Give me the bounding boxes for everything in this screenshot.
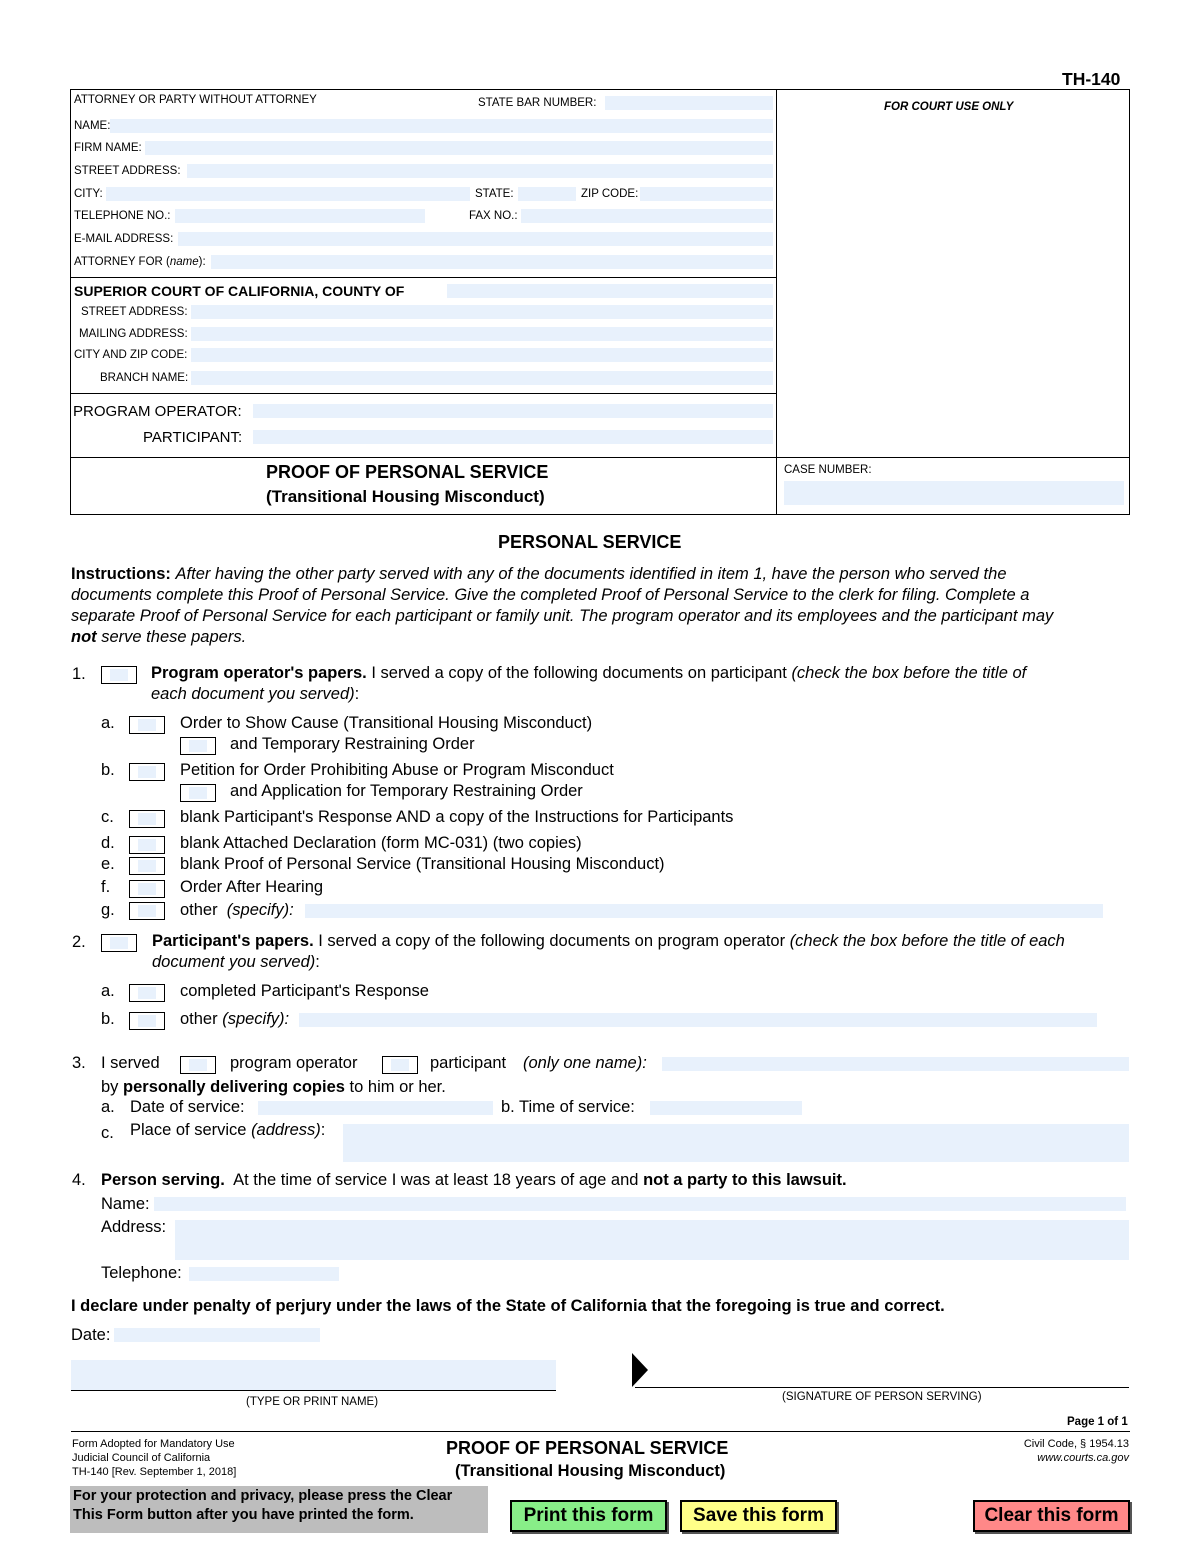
court-title: SUPERIOR COURT OF CALIFORNIA, COUNTY OF <box>74 283 405 299</box>
footer-title: PROOF OF PERSONAL SERVICE <box>446 1438 729 1458</box>
item1c-text: blank Participant's Response AND a copy of the Instructions for Participants <box>180 808 734 826</box>
item3-only-one: (only one name): <box>523 1054 647 1072</box>
program-operator-checkbox[interactable] <box>180 1056 216 1074</box>
server-telephone-field[interactable] <box>189 1267 339 1281</box>
item1d-text: blank Attached Declaration (form MC-031) (two copies) <box>180 834 582 852</box>
telephone-label: TELEPHONE NO.: <box>74 210 171 222</box>
participant-field[interactable] <box>253 430 773 444</box>
item2b-letter: b. <box>101 1010 115 1028</box>
item1d-letter: d. <box>101 834 115 852</box>
telephone-field[interactable] <box>175 209 425 223</box>
attorney-for-label: ATTORNEY FOR (name): <box>74 256 206 268</box>
server-address-field[interactable] <box>175 1220 1129 1260</box>
footer-subtitle: (Transitional Housing Misconduct) <box>455 1462 726 1480</box>
form-title: PROOF OF PERSONAL SERVICE <box>266 462 549 482</box>
item2b-text: other (specify): <box>180 1010 290 1028</box>
item1f-letter: f. <box>101 878 111 896</box>
instructions-line2: documents complete this Proof of Personal Service. Give the completed Proof of Personal Service to the clerk for filing. Complete a <box>71 586 1030 604</box>
street-address-field[interactable] <box>187 164 773 178</box>
state-bar-label: STATE BAR NUMBER: <box>478 97 597 109</box>
page-number: Page 1 of 1 <box>1067 1416 1128 1428</box>
item4-number: 4. <box>72 1171 86 1189</box>
item2-checkbox[interactable] <box>101 934 137 952</box>
court-mailing-field[interactable] <box>191 327 773 341</box>
program-operator-label: PROGRAM OPERATOR: <box>73 403 242 420</box>
attorney-for-field[interactable] <box>211 255 773 269</box>
section-title: PERSONAL SERVICE <box>498 532 682 552</box>
item1c-checkbox[interactable] <box>129 810 165 828</box>
item3a-letter: a. <box>101 1098 115 1116</box>
court-mailing-label: MAILING ADDRESS: <box>79 328 188 340</box>
city-label: CITY: <box>74 188 103 200</box>
item1b-sub-text: and Application for Temporary Restraining Order <box>230 782 583 800</box>
court-branch-label: BRANCH NAME: <box>100 372 189 384</box>
item1a-text: Order to Show Cause (Transitional Housing Misconduct) <box>180 714 593 732</box>
privacy-note <box>70 1486 488 1533</box>
footer-adopted-2: Judicial Council of California <box>72 1452 211 1464</box>
server-telephone-label: Telephone: <box>101 1264 182 1282</box>
item3-by-line: by personally delivering copies to him or her. <box>101 1078 446 1096</box>
privacy-note-line1: For your protection and privacy, please press the Clear <box>73 1488 453 1504</box>
privacy-note-line2: This Form button after you have printed the form. <box>73 1507 414 1523</box>
city-field[interactable] <box>106 187 470 201</box>
item1e-checkbox[interactable] <box>129 857 165 875</box>
server-name-label: Name: <box>101 1195 150 1213</box>
time-of-service-field[interactable] <box>650 1101 802 1115</box>
fax-label: FAX NO.: <box>469 210 518 222</box>
item3c-letter: c. <box>101 1124 114 1142</box>
state-bar-field[interactable] <box>605 96 773 110</box>
attorney-label: ATTORNEY OR PARTY WITHOUT ATTORNEY <box>74 94 317 106</box>
item1g-checkbox[interactable] <box>129 902 165 920</box>
item3-program-operator: program operator <box>230 1054 358 1072</box>
item3-i-served: I served <box>101 1054 160 1072</box>
item2b-checkbox[interactable] <box>129 1012 165 1030</box>
item1-heading: Program operator's papers. I served a copy of the following documents on participant (check the box before the title of <box>151 664 1027 682</box>
item1b-text: Petition for Order Prohibiting Abuse or Program Misconduct <box>180 761 614 779</box>
item1g-text: other (specify): <box>180 901 294 919</box>
email-field[interactable] <box>178 232 773 246</box>
item1g-letter: g. <box>101 901 115 919</box>
court-street-field[interactable] <box>191 305 773 319</box>
footer-adopted-1: Form Adopted for Mandatory Use <box>72 1438 235 1450</box>
declaration-date-label: Date: <box>71 1326 111 1344</box>
firm-name-field[interactable] <box>145 141 773 155</box>
item2-heading: Participant's papers. I served a copy of the following documents on program operator (check the box before the title of each <box>152 932 1065 950</box>
save-form-button[interactable]: Save this form <box>680 1500 837 1532</box>
place-of-service-label: Place of service (address): <box>130 1121 326 1139</box>
date-of-service-label: Date of service: <box>130 1098 245 1116</box>
item1f-text: Order After Hearing <box>180 878 324 896</box>
clear-form-button[interactable]: Clear this form <box>973 1500 1130 1532</box>
state-label: STATE: <box>475 188 514 200</box>
court-use-label: FOR COURT USE ONLY <box>884 101 1014 113</box>
item1a-sub-text: and Temporary Restraining Order <box>230 735 475 753</box>
item2-number: 2. <box>72 933 86 951</box>
signature-arrow-icon <box>632 1353 648 1387</box>
item1-checkbox[interactable] <box>101 666 137 684</box>
street-label: STREET ADDRESS: <box>74 165 181 177</box>
case-number-field[interactable] <box>784 481 1124 505</box>
instructions-line3: separate Proof of Personal Service for each participant or family unit. The program operator and its employees and the participant may <box>71 607 1054 625</box>
court-city-label: CITY AND ZIP CODE: <box>74 349 188 361</box>
program-operator-field[interactable] <box>253 404 773 418</box>
item1e-text: blank Proof of Personal Service (Transitional Housing Misconduct) <box>180 855 665 873</box>
court-street-label: STREET ADDRESS: <box>81 306 188 318</box>
footer-code: Civil Code, § 1954.13 <box>1023 1438 1129 1450</box>
item1f-checkbox[interactable] <box>129 880 165 898</box>
item1b-tro-checkbox[interactable] <box>180 784 216 802</box>
item2a-checkbox[interactable] <box>129 984 165 1002</box>
time-of-service-label: b. Time of service: <box>501 1098 635 1116</box>
court-city-field[interactable] <box>191 348 773 362</box>
participant-label: PARTICIPANT: <box>143 429 243 446</box>
form-number: TH-140 <box>1062 69 1121 89</box>
date-of-service-field[interactable] <box>258 1101 493 1115</box>
footer-site: www.courts.ca.gov <box>1037 1452 1129 1464</box>
item1a-checkbox[interactable] <box>129 716 165 734</box>
type-print-name-field[interactable] <box>71 1360 556 1390</box>
place-of-service-field[interactable] <box>343 1124 1129 1162</box>
signature-line[interactable] <box>635 1387 1129 1388</box>
state-field[interactable] <box>518 187 576 201</box>
item1e-letter: e. <box>101 855 115 873</box>
participant-checkbox[interactable] <box>382 1056 418 1074</box>
item1-heading-cont: each document you served): <box>151 685 360 703</box>
court-branch-field[interactable] <box>191 371 773 385</box>
item1a-letter: a. <box>101 714 115 732</box>
email-label: E-MAIL ADDRESS: <box>74 233 174 245</box>
item2a-text: completed Participant's Response <box>180 982 429 1000</box>
fax-field[interactable] <box>521 209 773 223</box>
item2b-specify-field[interactable] <box>299 1013 1097 1027</box>
signature-caption: (SIGNATURE OF PERSON SERVING) <box>782 1391 982 1403</box>
item1b-letter: b. <box>101 761 115 779</box>
print-form-button[interactable]: Print this form <box>510 1500 667 1532</box>
item3-participant: participant <box>430 1054 507 1072</box>
footer-form-rev: TH-140 [Rev. September 1, 2018] <box>72 1466 237 1478</box>
zip-label: ZIP CODE: <box>581 188 639 200</box>
case-number-label: CASE NUMBER: <box>784 464 872 476</box>
item1b-checkbox[interactable] <box>129 763 165 781</box>
server-address-label: Address: <box>101 1218 167 1236</box>
item1g-specify-field[interactable] <box>305 904 1103 918</box>
item1-number: 1. <box>72 665 86 683</box>
declaration-date-field[interactable] <box>114 1328 320 1342</box>
server-name-field[interactable] <box>154 1197 1126 1211</box>
attorney-name-field[interactable] <box>110 119 773 133</box>
item3-number: 3. <box>72 1054 86 1072</box>
zip-field[interactable] <box>640 187 773 201</box>
form-subtitle: (Transitional Housing Misconduct) <box>266 487 545 506</box>
item1c-letter: c. <box>101 808 114 826</box>
declaration-text: I declare under penalty of perjury under the laws of the State of California that the foregoing is true and correct. <box>71 1297 945 1315</box>
item2a-letter: a. <box>101 982 115 1000</box>
item4-heading: Person serving. At the time of service I was at least 18 years of age and not a party to this lawsuit. <box>101 1171 847 1189</box>
instructions-line4: not serve these papers. <box>71 628 247 646</box>
item1d-checkbox[interactable] <box>129 836 165 854</box>
firm-label: FIRM NAME: <box>74 142 142 154</box>
type-name-caption: (TYPE OR PRINT NAME) <box>246 1396 379 1408</box>
item2-heading-cont: document you served): <box>152 953 320 971</box>
item1a-tro-checkbox[interactable] <box>180 737 216 755</box>
county-field[interactable] <box>447 284 773 298</box>
served-name-field[interactable] <box>662 1057 1129 1071</box>
instructions-line1: Instructions: After having the other party served with any of the documents identified in item 1, have the person who served the <box>71 565 1007 583</box>
name-label: NAME: <box>74 120 111 132</box>
